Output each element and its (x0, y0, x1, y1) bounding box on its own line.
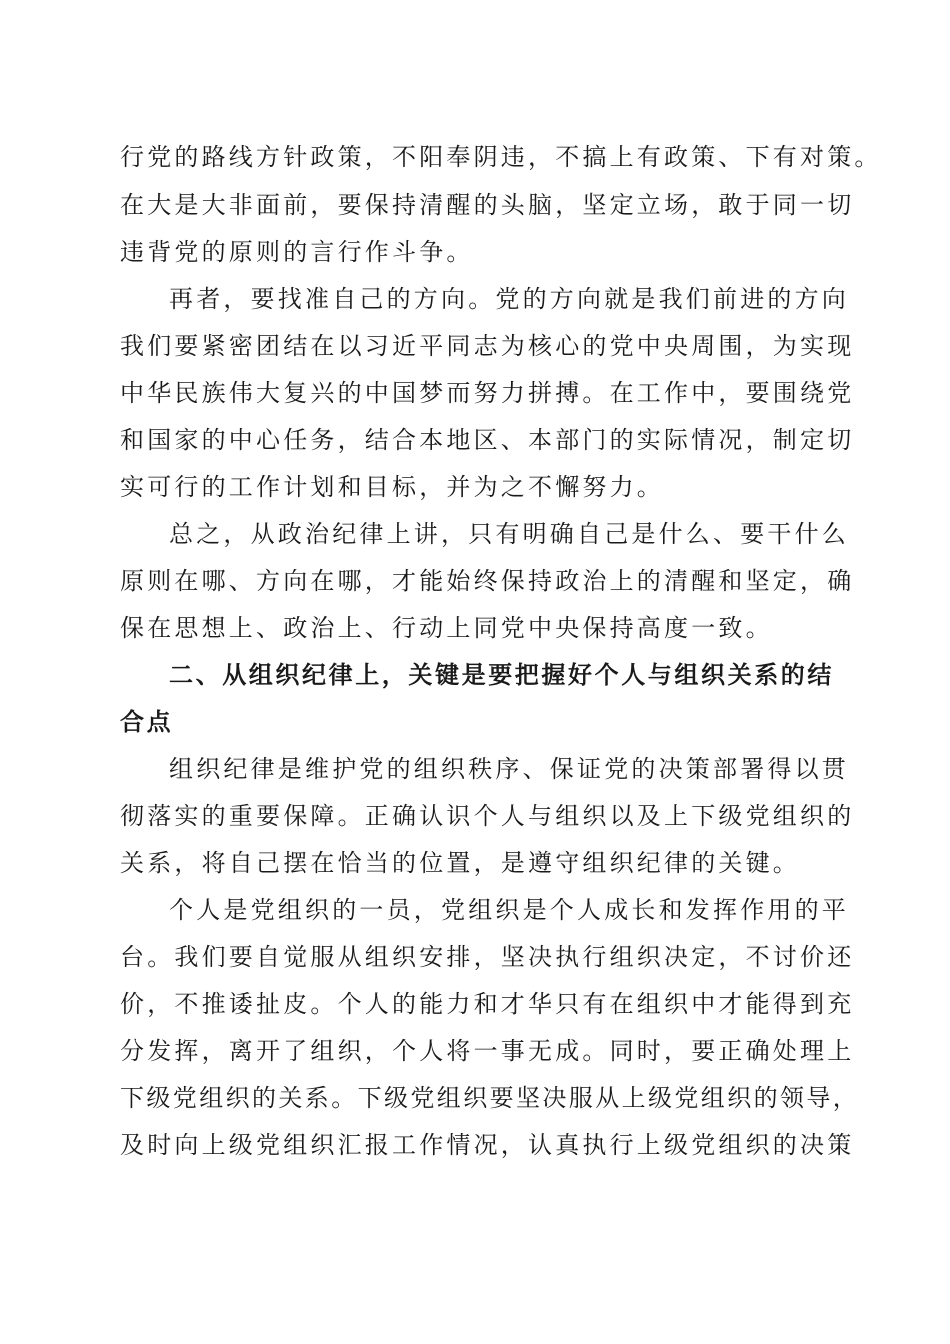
line-text: 个人是党组织的一员，党组织是个人成长和发挥作用的平 (169, 896, 849, 924)
text-line (0, 1122, 950, 1168)
text-line (0, 934, 950, 980)
line-text: 原则在哪、方向在哪，才能始终保持政治上的清醒和坚定，确 (120, 567, 855, 595)
text-line (0, 229, 950, 275)
line-text: 在大是大非面前，要保持清醒的头脑，坚定立场，敢于同一切 (120, 191, 855, 219)
text-line (0, 887, 950, 933)
line-text: 总之，从政治纪律上讲，只有明确自己是什么、要干什么 (169, 520, 849, 548)
text-line (0, 558, 950, 604)
text-line (0, 417, 950, 463)
section-heading (0, 699, 950, 745)
line-text: 下级党组织的关系。下级党组织要坚决服从上级党组织的领导， (120, 1084, 860, 1112)
line-text: 实可行的工作计划和目标，并为之不懈努力。 (120, 473, 664, 501)
line-text: 行党的路线方针政策，不阳奉阴违，不搞上有政策、下有对策。 (120, 143, 882, 171)
text-line (0, 464, 950, 510)
line-text: 组织纪律是维护党的组织秩序、保证党的决策部署得以贯 (169, 755, 849, 783)
text-line (0, 1028, 950, 1074)
text-line (0, 323, 950, 369)
line-text: 台。我们要自觉服从组织安排，坚决执行组织决定，不讨价还 (120, 943, 855, 971)
text-line (0, 511, 950, 557)
section-heading (0, 652, 950, 698)
line-text: 及时向上级党组织汇报工作情况，认真执行上级党组织的决策 (120, 1131, 855, 1159)
heading-text: 合点 (120, 708, 174, 736)
text-line (0, 793, 950, 839)
text-line (0, 746, 950, 792)
line-text: 中华民族伟大复兴的中国梦而努力拼搏。在工作中，要围绕党 (120, 379, 855, 407)
line-text: 再者，要找准自己的方向。党的方向就是我们前进的方向 (169, 285, 849, 313)
text-line (0, 605, 950, 651)
line-text: 分发挥，离开了组织，个人将一事无成。同时，要正确处理上 (120, 1037, 855, 1065)
text-line (0, 840, 950, 886)
text-line (0, 182, 950, 228)
line-text: 彻落实的重要保障。正确认识个人与组织以及上下级党组织的 (120, 802, 855, 830)
text-line (0, 981, 950, 1027)
line-text: 保在思想上、政治上、行动上同党中央保持高度一致。 (120, 614, 773, 642)
text-line (0, 1075, 950, 1121)
line-text: 违背党的原则的言行作斗争。 (120, 238, 474, 266)
text-line (0, 370, 950, 416)
line-text: 我们要紧密团结在以习近平同志为核心的党中央周围，为实现 (120, 332, 855, 360)
text-line (0, 276, 950, 322)
line-text: 关系，将自己摆在恰当的位置，是遵守组织纪律的关键。 (120, 849, 800, 877)
heading-text: 二、从组织纪律上，关键是要把握好个人与组织关系的结 (169, 661, 834, 689)
text-line (0, 134, 950, 180)
line-text: 价，不推诿扯皮。个人的能力和才华只有在组织中才能得到充 (120, 990, 855, 1018)
line-text: 和国家的中心任务，结合本地区、本部门的实际情况，制定切 (120, 426, 855, 454)
